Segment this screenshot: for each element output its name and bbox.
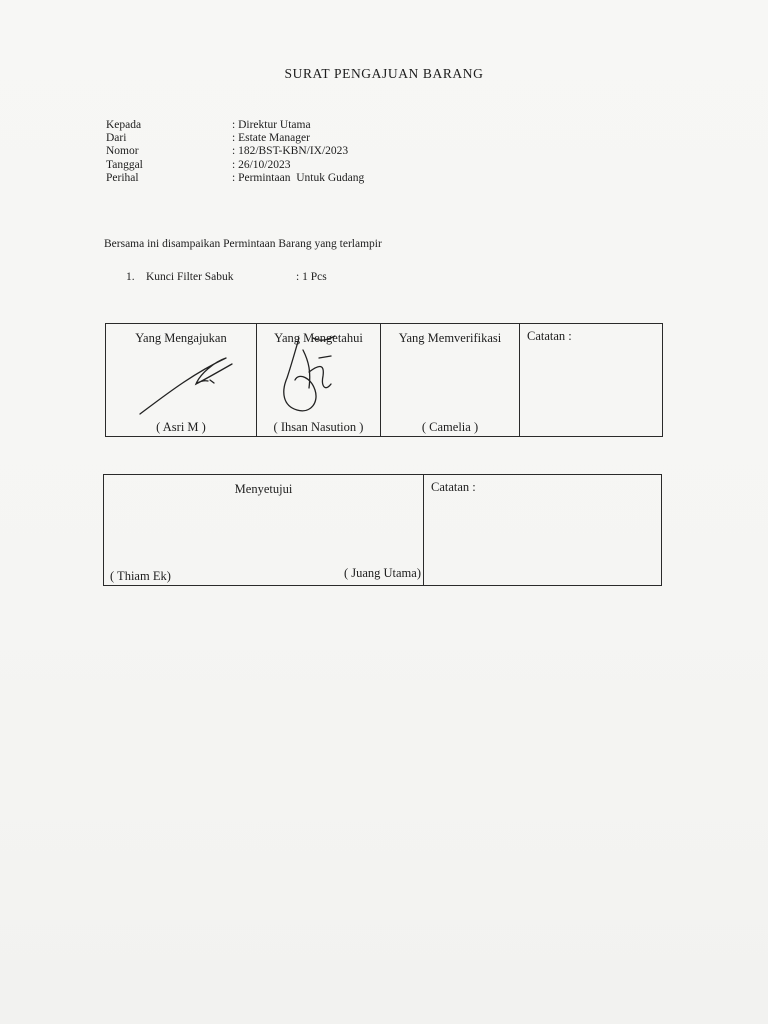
meta-label: Kepada <box>106 119 142 131</box>
intro-text: Bersama ini disampaikan Permintaan Barang yang terlampir <box>104 238 382 250</box>
meta-row-nomor <box>106 145 364 158</box>
agreement-notes-label: Catatan : <box>431 480 476 494</box>
meta-value: : Direktur Utama <box>232 119 311 131</box>
approval-notes <box>520 324 662 436</box>
signature-submitter <box>134 350 244 420</box>
column-header: Yang Mengajukan <box>135 331 227 345</box>
agreement-table <box>103 474 662 586</box>
meta-label: Nomor <box>106 145 139 158</box>
meta-row-dari <box>106 132 364 145</box>
notes-label: Catatan : <box>527 329 572 343</box>
agreement-signers <box>104 475 424 585</box>
approval-table <box>105 323 663 437</box>
meta-value: : Permintaan Untuk Gudang <box>232 171 365 184</box>
list-item <box>126 271 327 283</box>
signer-name: ( Thiam Ek) <box>110 569 171 583</box>
letter-meta <box>106 119 364 185</box>
approval-column-acknowledger <box>257 324 381 436</box>
meta-label: Perihal <box>106 171 139 184</box>
approval-column-submitter <box>106 324 257 436</box>
item-quantity: : 1 Pcs <box>296 271 327 283</box>
meta-value: : Estate Manager <box>232 132 310 145</box>
column-header: Yang Memverifikasi <box>398 331 502 345</box>
meta-label: Tanggal <box>106 158 143 171</box>
signer-name: ( Asri M ) <box>156 420 206 434</box>
document-title: SURAT PENGAJUAN BARANG <box>284 66 484 81</box>
item-number: 1. <box>126 271 135 283</box>
meta-value: : 182/BST-KBN/IX/2023 <box>232 145 349 158</box>
signature-acknowledger <box>269 332 359 416</box>
meta-value: : 26/10/2023 <box>232 158 291 171</box>
meta-row-kepada <box>106 119 364 132</box>
signer-name: ( Juang Utama) <box>343 566 421 580</box>
meta-row-tanggal <box>106 159 364 172</box>
column-header: Yang Mengetahui <box>274 331 363 345</box>
approval-column-verifier <box>381 324 520 436</box>
meta-row-perihal <box>106 172 364 185</box>
signer-name: ( Ihsan Nasution ) <box>273 420 364 434</box>
signer-name: ( Camelia ) <box>421 420 479 434</box>
agreement-header: Menyetujui <box>234 482 293 496</box>
item-name: Kunci Filter Sabuk <box>146 271 234 283</box>
meta-label: Dari <box>106 132 127 145</box>
